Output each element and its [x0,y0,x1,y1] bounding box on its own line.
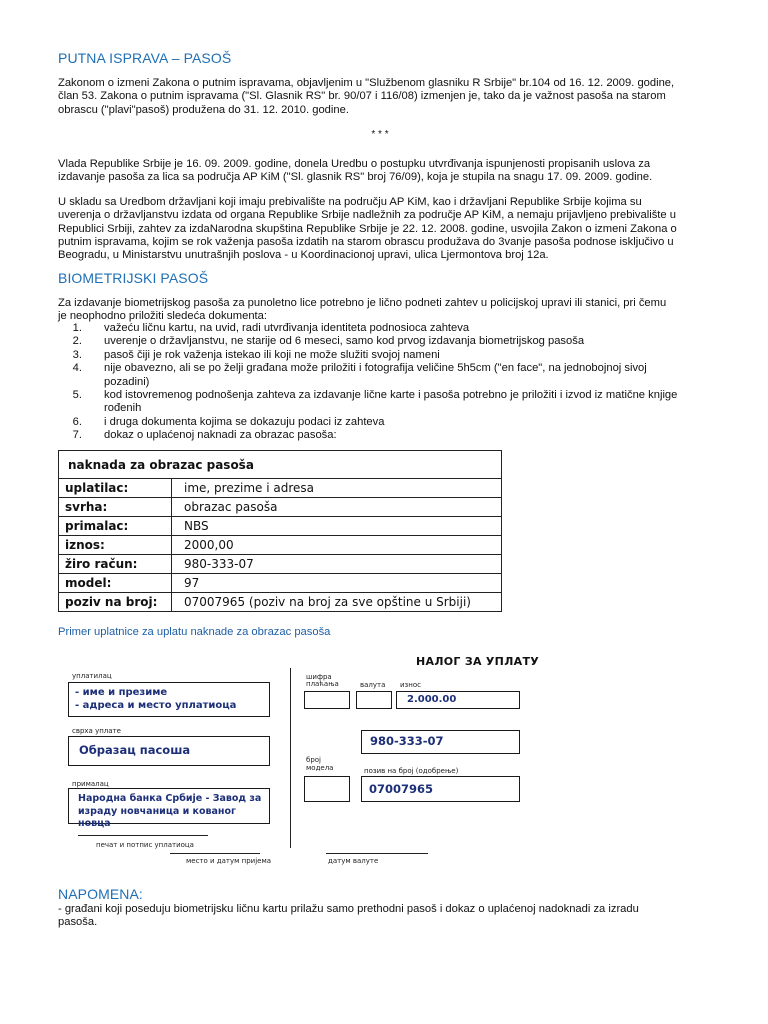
text-line: U skladu sa Uredbom državljani koji imaju prebivalište na području AP KiM, kao i državljani Republike Srbije kojima su [58,196,642,208]
separator-stars: * * * [371,129,389,140]
table-value: 97 [172,574,502,593]
list-item [58,322,758,335]
amount-value: 2.000.00 [407,694,457,705]
currency-box [356,691,392,709]
account-box [361,730,520,754]
text-line: putnim ispravama, kojim se rok važenja pasoša izdatih na starom obrascu produžava do 3vanje pasoša podnose isključivo u [58,235,674,248]
place-date-line [170,853,260,854]
list-number: 6. [72,415,82,428]
text-line: je neophodno priložiti sledeća dokumenta: [58,310,267,323]
list-item [58,389,758,416]
signature-label: печат и потпис уплатиоца [96,841,194,849]
model-label-line: број [306,756,321,764]
purpose-value: Образац пасоша [79,743,191,757]
section-title-note: NAPOMENA: [58,886,143,902]
list-text: dokaz o uplaćenoj naknadi za obrazac pasoša: [104,429,337,442]
list-item [58,429,758,442]
list-text-cont: rođenih [104,402,142,415]
text-line: Vlada Republike Srbije je 16. 09. 2009. godine, donela Uredbu o postupku utvrđivanja ispunjenosti propisanih uslova za [58,158,651,170]
list-text-cont: pozadini) [104,375,150,388]
payer-line: - адреса и место уплатиоца [75,700,237,711]
table-key: žiro račun: [59,555,172,574]
paragraph-law-amendment [58,77,758,117]
list-number: 3. [72,348,82,361]
paragraph-biometric-requirements [58,297,758,324]
payment-code-label-line: шифра [306,673,332,681]
amount-box [396,691,520,709]
table-key: poziv na broj: [59,593,172,612]
text-line: Republici Srbiji, zahtev za izdaNarodna skupština Republike Srbije je 22. 12. 2008. godine, usvojila Zakon o izmeni Zakona o [58,222,677,235]
recipient-line: Народна банка Србије - Завод за [78,793,262,804]
currency-date-line [326,853,428,854]
table-key: model: [59,574,172,593]
payer-line: - име и презиме [75,687,168,698]
paragraph-regulation [58,158,758,185]
model-label [306,757,333,772]
reference-value: 07007965 [369,782,434,796]
list-text: uverenje o državljanstvu, ne starije od 6 meseci, samo kod prvog izdavanja biometrijskog pasoša [104,335,585,348]
table-key: iznos: [59,536,172,555]
list-text: i druga dokumenta kojima se dokazuju podaci iz zahteva [104,415,385,428]
table-key: uplatilac: [59,479,172,498]
model-box [304,776,350,802]
list-text: nije obavezno, ali se po želji građana može priložiti i fotografija veličine 5h5cm ("en face", na jednobojnoj sivoj [104,362,647,375]
payment-code-box [304,691,350,709]
recipient-label: прималац [72,780,109,788]
table-row [59,498,502,517]
currency-date-label: датум валуте [328,857,379,865]
table-value: 07007965 (poziv na broj za sve opštine u Srbiji) [172,593,502,612]
table-row [59,574,502,593]
table-row [59,517,502,536]
list-number: 4. [72,362,82,375]
signature-line [78,835,208,836]
text-line: pasoša. [58,916,98,929]
paragraph-note [58,903,758,930]
currency-label: валута [360,681,386,689]
table-value: obrazac pasoša [172,498,502,517]
list-number: 1. [72,322,82,334]
payer-box [68,682,270,717]
list-number: 5. [72,389,82,402]
slip-divider [290,668,291,848]
list-number: 7. [72,429,82,442]
table-value: 2000,00 [172,536,502,555]
list-text: pasoš čiji je rok važenja istekao ili koji ne može služiti svojoj nameni [104,348,440,361]
table-value: 980-333-07 [172,555,502,574]
required-documents-list [58,322,758,443]
recipient-box [68,788,270,829]
model-label-line: модела [306,763,334,772]
text-line: obrascu ("plavi"pasoš) produžena do 31. 12. 2010. godine. [58,103,349,116]
fee-table [58,450,502,612]
list-text: kod istovremenog podnošenja zahteva za izdavanje lične karte i pasoša potrebno je priložiti i izvod iz matične knjige [104,389,678,402]
table-value: NBS [172,517,502,536]
recipient-line: израду новчаница и кованог новца [78,805,236,829]
list-item [58,335,758,348]
payment-slip-caption: Primer uplatnice za uplatu naknade za obrazac pasoša [58,626,331,638]
purpose-box [68,736,270,766]
list-item [58,349,758,362]
amount-label: износ [400,681,421,689]
table-title: naknada za obrazac pasoša [59,451,502,479]
text-line: član 53. Zakona o putnim ispravama ("Sl. Glasnik RS" br. 90/07 i 116/08) izmenjen je, tako da je važnost pasoša na starom [58,90,666,103]
payer-label: уплатилац [72,672,112,680]
table-key: primalac: [59,517,172,536]
paragraph-kim-citizens [58,196,758,262]
slip-title: НАЛОГ ЗА УПЛАТУ [416,655,540,668]
table-row [59,536,502,555]
place-date-label: место и датум пријема [186,857,272,865]
text-line: Zakonom o izmeni Zakona o putnim ispravama, objavljenim u "Službenom glasniku R Srbije" br.104 od 16. 12. 2009. godine, [58,77,675,89]
text-line: Za izdavanje biometrijskog pasoša za punoletno lice potrebno je lično podneti zahtev u policijskoj upravi ili stanici, pri čemu [58,297,667,309]
text-line: izdavanje pasoša za lica sa područja AP KiM ("Sl. glasnik RS" broj 76/09), koja je stupila na snagu 17. 09. 2009. godine. [58,171,653,184]
table-row [59,555,502,574]
text-line: - građani koji poseduju biometrijsku ličnu kartu prilažu samo prethodni pasoš i dokaz o uplaćenoj nadoknadi za izradu [58,903,639,915]
text-line: uverenja o državljanstvu izdata od organa Republike Srbije nadležnih za područje AP KiM, a nemaju prijavljeno prebivalište u [58,209,676,222]
section-title-passport: PUTNA ISPRAVA – PASOŠ [58,50,232,66]
table-header-row [59,451,502,479]
list-text: važeću ličnu kartu, na uvid, radi utvrđivanja identiteta podnosioca zahteva [104,322,470,334]
table-row [59,479,502,498]
table-value: ime, prezime i adresa [172,479,502,498]
list-item [58,416,758,429]
text-line: Beogradu, u Ministarstvu unutrašnjih poslova - u Koordinacionoj upravi, ulica Ljermontova broj 12a. [58,249,549,262]
purpose-label: сврха уплате [72,727,121,735]
table-row [59,593,502,612]
table-key: svrha: [59,498,172,517]
reference-label: позив на број (одобрење) [364,767,459,775]
list-number: 2. [72,335,82,348]
section-title-biometric: BIOMETRIJSKI PASOŠ [58,270,209,286]
payment-code-label [306,674,339,688]
list-item [58,362,758,389]
payment-code-label-line: плаћања [306,680,339,688]
reference-box [361,776,520,802]
account-value: 980-333-07 [370,734,444,748]
